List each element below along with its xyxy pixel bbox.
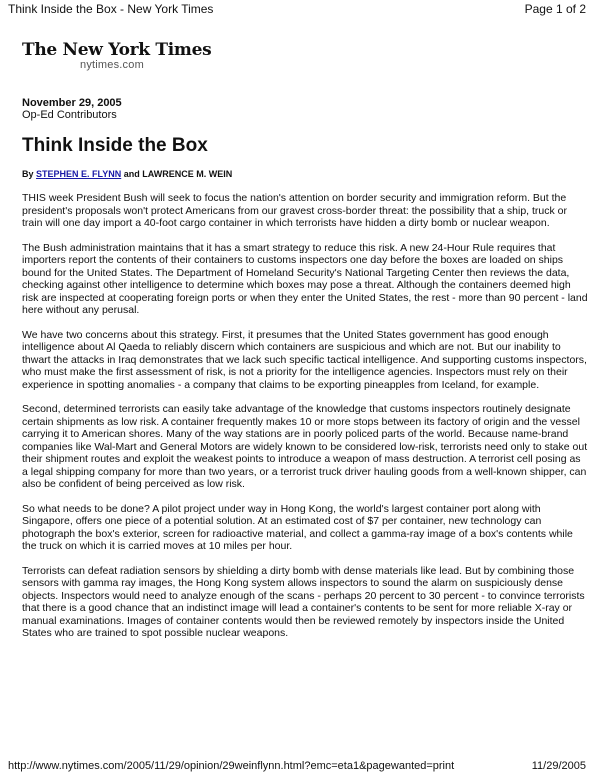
article-paragraph: THIS week President Bush will seek to focus the nation's attention on border security and immigration reform. But the president's proposals won't protect Americans from our gravest cross-border threat: the possibility that a ship, truck or train will one day import a 40-foot cargo container in which terrorists have hidden a dirty bomb or nuclear weapon.: [22, 192, 568, 229]
article-paragraph: Second, determined terrorists can easily take advantage of the knowledge that customs inspectors routinely designate certain shipments as low risk. A container frequently makes 10 or more stops between its factory of origin and the vessel carrying it to American shores. Many of the way stations are in poorly policed parts of the world. Because name-brand companies like Wal-Mart and General Motors are widely known to be considered low-risk, terrorists need only to stake out their shipment routes and exploit the weakest points to introduce a weapon of mass destruction. A terrorist cell posing as a legal shipping company for more than two years, or a terrorist truck driver hauling goods from a well-known shipper, can also be confident of being perceived as low risk.: [22, 403, 588, 490]
byline: [22, 169, 232, 179]
nyt-logo: The New York Times: [22, 40, 212, 60]
print-header-title: Think Inside the Box - New York Times: [8, 2, 214, 16]
masthead: [22, 40, 212, 71]
print-footer-url: http://www.nytimes.com/2005/11/29/opinion/29weinflynn.html?emc=eta1&pagewanted=print: [8, 760, 455, 772]
author-wein: LAWRENCE M. WEIN: [142, 169, 233, 179]
author-link-flynn[interactable]: STEPHEN E. FLYNN: [36, 169, 122, 179]
article-section: Op-Ed Contributors: [22, 109, 117, 121]
article-date: November 29, 2005: [22, 97, 122, 109]
article-paragraph: So what needs to be done? A pilot project under way in Hong Kong, the world's largest container port along with Singapore, offers one piece of a potential solution. At an estimated cost of $7 per container, new technology can photograph the box's exterior, screen for radioactive material, and collect a gamma-ray image of a box's contents while the truck on which it is carried moves at 10 miles per hour.: [22, 502, 573, 552]
article-paragraph: We have two concerns about this strategy. First, it presumes that the United States government has good enough intelligence about Al Qaeda to reliably discern which containers are suspicious and which are not. But our inability to thwart the attacks in Iraq demonstrates that we lack such specific tactical intelligence. And supporting customs inspectors, who must make the first assessment of risk, is not a priority for the intelligence agencies. Inspectors must rely on their experience in spotting anomalies - a company that claims to be exporting pineapples from Iceland, for example.: [22, 328, 587, 391]
site-name: nytimes.com: [80, 59, 144, 71]
print-footer-date: 11/29/2005: [531, 760, 586, 772]
article-headline: Think Inside the Box: [22, 135, 208, 156]
article-body: [22, 192, 588, 652]
byline-prefix: By: [22, 169, 34, 179]
article-paragraph: The Bush administration maintains that it has a smart strategy to reduce this risk. A new 24-Hour Rule requires that importers report the contents of their containers to customs inspectors one day before the boxes are loaded on ships bound for the United States. The Department of Homeland Security's National Targeting Center then reviews the data, checking against other intelligence to determine which boxes may pose a threat. Although the containers deemed high risk are inspected at cooperating foreign ports or when they enter the United States, the rest - more than 90 percent - land here without any perusal.: [22, 241, 588, 316]
article-paragraph: Terrorists can defeat radiation sensors by shielding a dirty bomb with dense materials like lead. But by combining those sensors with gamma ray images, the Hong Kong system allows inspectors to sound the alarm on suspiciously dense objects. Inspectors would need to analyze enough of the scans - perhaps 20 percent to 30 percent - to convince terrorists that there is a good chance that an indistinct image will lead a container's contents to be sent for more reliable X-ray or manual examinations. Images of container contents would then be reviewed remotely by inspectors inside the United States who are trained to spot possible nuclear weapons.: [22, 564, 585, 639]
print-page-number: Page 1 of 2: [524, 2, 586, 16]
byline-and: and: [123, 169, 140, 179]
